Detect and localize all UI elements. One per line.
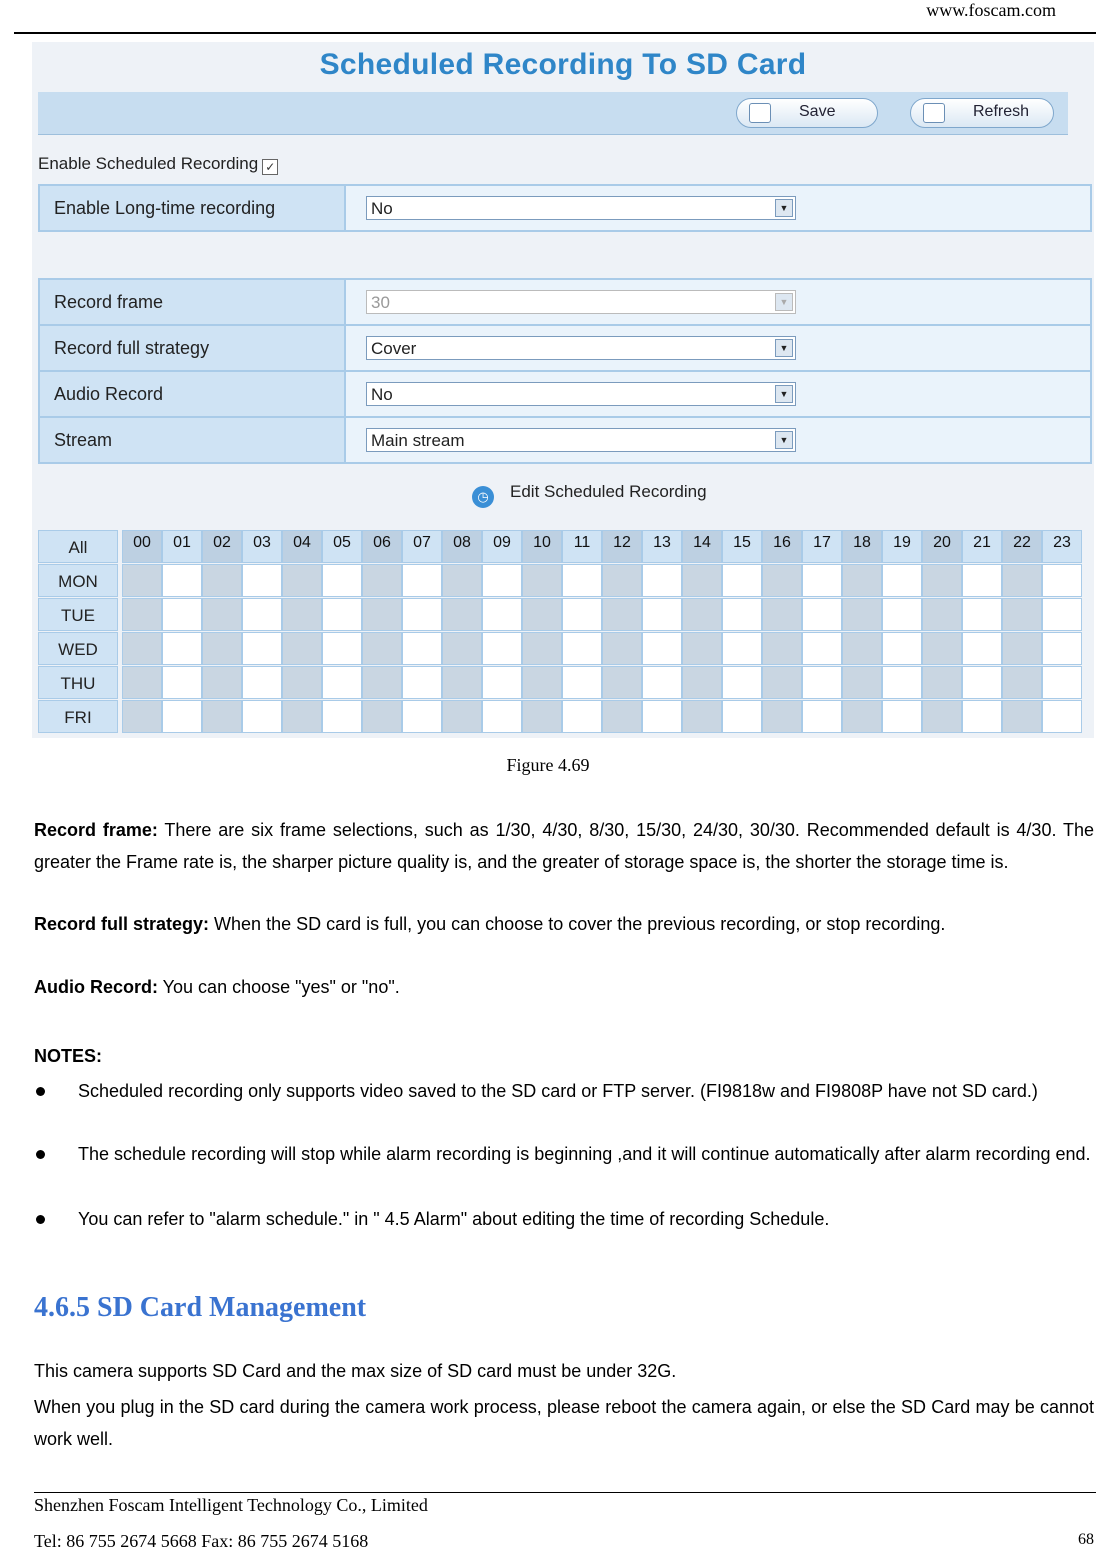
schedule-cell[interactable]	[402, 564, 442, 597]
hour-header-cell[interactable]: 12	[602, 530, 642, 563]
schedule-cell[interactable]	[562, 564, 602, 597]
schedule-cell[interactable]	[1042, 598, 1082, 631]
record-full-strategy-label: Record full strategy	[39, 325, 345, 371]
record-settings-table	[38, 278, 1092, 464]
form-row-record-frame	[39, 279, 1091, 325]
hour-header-cell[interactable]: 19	[882, 530, 922, 563]
hour-header-cell[interactable]: 18	[842, 530, 882, 563]
schedule-cell[interactable]	[602, 598, 642, 631]
hour-header-cell[interactable]: 03	[242, 530, 282, 563]
schedule-cell[interactable]	[242, 700, 282, 733]
schedule-cell[interactable]	[482, 598, 522, 631]
schedule-cell[interactable]	[802, 632, 842, 665]
schedule-cell[interactable]	[762, 598, 802, 631]
schedule-cell[interactable]	[562, 700, 602, 733]
schedule-cell[interactable]	[362, 598, 402, 631]
settings-screenshot	[32, 42, 1094, 738]
schedule-cell[interactable]	[842, 700, 882, 733]
page-title: Scheduled Recording To SD Card	[319, 48, 807, 81]
schedule-cell[interactable]	[882, 700, 922, 733]
schedule-cell[interactable]	[122, 564, 162, 597]
schedule-cell[interactable]	[202, 666, 242, 699]
schedule-cell[interactable]	[522, 666, 562, 699]
schedule-cell[interactable]	[322, 632, 362, 665]
schedule-cell[interactable]	[962, 598, 1002, 631]
hour-header-cell[interactable]: 10	[522, 530, 562, 563]
clock-icon: ◷	[472, 486, 494, 508]
notes-title: NOTES:	[34, 1046, 103, 1066]
select-value: No	[371, 199, 393, 218]
day-label-button[interactable]: WED	[38, 632, 118, 665]
schedule-cell[interactable]	[962, 666, 1002, 699]
enable-scheduled-checkbox[interactable]: ✓	[262, 159, 278, 175]
dropdown-arrow-icon: ▼	[775, 199, 793, 217]
hour-header-cell[interactable]: 14	[682, 530, 722, 563]
schedule-cell[interactable]	[1002, 666, 1042, 699]
schedule-cell[interactable]	[122, 666, 162, 699]
refresh-button[interactable]	[910, 98, 1054, 128]
schedule-cell[interactable]	[122, 700, 162, 733]
header-rule	[14, 32, 1096, 34]
long-time-label: Enable Long-time recording	[39, 185, 345, 231]
schedule-cell[interactable]	[122, 632, 162, 665]
schedule-cell[interactable]	[522, 564, 562, 597]
schedule-cell[interactable]	[522, 632, 562, 665]
schedule-cell[interactable]	[482, 632, 522, 665]
schedule-cell[interactable]	[842, 564, 882, 597]
refresh-arrow-icon	[923, 103, 945, 123]
schedule-cell[interactable]	[682, 564, 722, 597]
schedule-cell[interactable]	[1002, 632, 1042, 665]
schedule-cell[interactable]	[922, 598, 962, 631]
hour-header-cell[interactable]: 11	[562, 530, 602, 563]
hour-header-cell[interactable]: 15	[722, 530, 762, 563]
long-time-table	[38, 184, 1092, 232]
schedule-cell[interactable]	[802, 598, 842, 631]
footer-tel: Tel: 86 755 2674 5668 Fax: 86 755 2674 5168	[34, 1531, 369, 1551]
schedule-cell[interactable]	[842, 632, 882, 665]
schedule-cell[interactable]	[442, 700, 482, 733]
schedule-cell[interactable]	[522, 598, 562, 631]
schedule-cell[interactable]	[882, 666, 922, 699]
schedule-cell[interactable]	[1002, 564, 1042, 597]
schedule-cell[interactable]	[322, 666, 362, 699]
schedule-cell[interactable]	[442, 632, 482, 665]
refresh-label: Refresh	[973, 103, 1030, 120]
hour-header-cell[interactable]: 06	[362, 530, 402, 563]
schedule-cell[interactable]	[1042, 564, 1082, 597]
schedule-cell[interactable]	[202, 564, 242, 597]
hour-header-cell[interactable]: 09	[482, 530, 522, 563]
schedule-cell[interactable]	[762, 632, 802, 665]
hour-header-cell[interactable]: 05	[322, 530, 362, 563]
sd-paragraph: This camera supports SD Card and the max size of SD card must be under 32G.	[34, 1361, 677, 1381]
schedule-cell[interactable]	[282, 598, 322, 631]
schedule-cell[interactable]	[402, 598, 442, 631]
dropdown-arrow-icon: ▼	[775, 339, 793, 357]
schedule-cell[interactable]	[882, 632, 922, 665]
schedule-cell[interactable]	[1002, 700, 1042, 733]
select-value: Cover	[371, 339, 417, 358]
footer-rule	[34, 1492, 1096, 1493]
schedule-cell[interactable]	[482, 564, 522, 597]
schedule-cell[interactable]	[642, 632, 682, 665]
form-row-audio-record	[39, 371, 1091, 417]
schedule-cell[interactable]	[162, 700, 202, 733]
schedule-cell[interactable]	[602, 632, 642, 665]
save-button[interactable]	[736, 98, 878, 128]
record-frame-select	[366, 290, 796, 314]
hour-header-cell[interactable]: 13	[642, 530, 682, 563]
schedule-cell[interactable]	[762, 666, 802, 699]
schedule-cell[interactable]	[922, 632, 962, 665]
schedule-cell[interactable]	[402, 632, 442, 665]
select-value: 30	[371, 293, 390, 312]
record-full-desc: When the SD card is full, you can choose to cover the previous recording, or stop recording.	[209, 914, 946, 934]
schedule-cell[interactable]	[722, 632, 762, 665]
record-frame-desc: There are six frame selections, such as 1/30, 4/30, 8/30, 15/30, 24/30, 30/30. Recommended default is 4/30. The greater the Frame rate is, the sharper picture quality is, and the greater of storage space is, the shorter the storage time is.	[34, 820, 1094, 872]
schedule-cell[interactable]	[442, 564, 482, 597]
schedule-cell[interactable]	[242, 632, 282, 665]
schedule-cell[interactable]	[802, 666, 842, 699]
record-full-strategy-select[interactable]	[366, 336, 796, 360]
schedule-cell[interactable]	[562, 666, 602, 699]
page-number: 68	[1078, 1531, 1094, 1548]
dropdown-arrow-icon: ▼	[775, 293, 793, 311]
schedule-cell[interactable]	[1042, 700, 1082, 733]
schedule-cell[interactable]	[322, 700, 362, 733]
edit-scheduled-label: Edit Scheduled Recording	[510, 482, 707, 501]
schedule-cell[interactable]	[442, 598, 482, 631]
schedule-cell[interactable]	[482, 666, 522, 699]
stream-label: Stream	[39, 417, 345, 463]
schedule-cell[interactable]	[162, 564, 202, 597]
schedule-cell[interactable]	[562, 632, 602, 665]
day-label-button[interactable]: FRI	[38, 700, 118, 733]
record-full-paragraph	[34, 909, 1094, 941]
schedule-cell[interactable]	[242, 598, 282, 631]
record-frame-label: Record frame	[39, 279, 345, 325]
schedule-cell[interactable]	[322, 598, 362, 631]
enable-scheduled-label: Enable Scheduled Recording	[38, 154, 259, 173]
hour-header-cell[interactable]: 00	[122, 530, 162, 563]
audio-record-label: Audio Record	[39, 371, 345, 417]
hour-header-cell[interactable]: 04	[282, 530, 322, 563]
audio-record-paragraph	[34, 972, 1094, 1004]
site-url: www.foscam.com	[926, 0, 1056, 20]
schedule-cell[interactable]	[282, 632, 322, 665]
day-label-button[interactable]: TUE	[38, 598, 118, 631]
hour-header-cell[interactable]: 01	[162, 530, 202, 563]
schedule-cell[interactable]	[882, 598, 922, 631]
form-row-stream	[39, 417, 1091, 463]
form-row-record-full-strategy	[39, 325, 1091, 371]
schedule-cell[interactable]	[642, 564, 682, 597]
note-text: The schedule recording will stop while alarm recording is beginning ,and it will continue automatically after alarm recording end.	[78, 1144, 1091, 1164]
schedule-cell[interactable]	[362, 564, 402, 597]
schedule-cell[interactable]	[162, 632, 202, 665]
record-frame-paragraph	[34, 815, 1094, 878]
record-frame-term: Record frame:	[34, 820, 158, 840]
schedule-cell[interactable]	[722, 666, 762, 699]
schedule-cell[interactable]	[722, 564, 762, 597]
schedule-cell[interactable]	[282, 564, 322, 597]
schedule-cell[interactable]	[362, 666, 402, 699]
note-text: Scheduled recording only supports video saved to the SD card or FTP server. (FI9818w and FI9808P have not SD card.)	[78, 1081, 1038, 1101]
schedule-cell[interactable]	[602, 564, 642, 597]
schedule-cell[interactable]	[1002, 598, 1042, 631]
sd-paragraph: When you plug in the SD card during the camera work process, please reboot the camera again, or else the SD Card may be cannot work well.	[34, 1397, 1094, 1449]
stream-select[interactable]	[366, 428, 796, 452]
schedule-cell[interactable]	[322, 564, 362, 597]
hour-header-cell[interactable]: 22	[1002, 530, 1042, 563]
schedule-cell[interactable]	[162, 666, 202, 699]
schedule-cell[interactable]	[722, 700, 762, 733]
hour-header-cell[interactable]: 16	[762, 530, 802, 563]
audio-record-term: Audio Record:	[34, 977, 158, 997]
schedule-cell[interactable]	[602, 666, 642, 699]
schedule-cell[interactable]	[282, 666, 322, 699]
audio-record-desc: You can choose "yes" or "no".	[158, 977, 400, 997]
hour-header-cell[interactable]: 07	[402, 530, 442, 563]
bullet-dot-icon	[36, 1215, 45, 1224]
bullet-dot-icon	[36, 1150, 45, 1159]
schedule-cell[interactable]	[162, 598, 202, 631]
dropdown-arrow-icon: ▼	[775, 431, 793, 449]
schedule-cell[interactable]	[682, 598, 722, 631]
day-label-button[interactable]: THU	[38, 666, 118, 699]
schedule-cell[interactable]	[202, 700, 242, 733]
schedule-cell[interactable]	[762, 564, 802, 597]
schedule-cell[interactable]	[962, 564, 1002, 597]
save-label: Save	[799, 103, 836, 120]
note-text: You can refer to "alarm schedule." in " 4.5 Alarm" about editing the time of recording Schedule.	[78, 1209, 830, 1229]
hour-header-cell[interactable]: 02	[202, 530, 242, 563]
audio-record-select[interactable]	[366, 382, 796, 406]
schedule-cell[interactable]	[202, 632, 242, 665]
hour-header-cell[interactable]: 17	[802, 530, 842, 563]
toolbar	[38, 92, 1068, 135]
schedule-cell[interactable]	[762, 700, 802, 733]
section-heading: 4.6.5 SD Card Management	[34, 1292, 367, 1323]
hour-header-cell[interactable]: 20	[922, 530, 962, 563]
schedule-cell[interactable]	[242, 564, 282, 597]
edit-scheduled-recording-link[interactable]	[472, 482, 707, 508]
form-row-long-time	[39, 185, 1091, 231]
footer-company: Shenzhen Foscam Intelligent Technology Co., Limited	[34, 1495, 428, 1515]
schedule-cell[interactable]	[562, 598, 602, 631]
schedule-cell[interactable]	[962, 700, 1002, 733]
schedule-cell[interactable]	[1042, 666, 1082, 699]
schedule-cell[interactable]	[602, 700, 642, 733]
long-time-select[interactable]	[366, 196, 796, 220]
day-label-button[interactable]: MON	[38, 564, 118, 597]
schedule-cell[interactable]	[402, 666, 442, 699]
schedule-cell[interactable]	[522, 700, 562, 733]
schedule-cell[interactable]	[122, 598, 162, 631]
schedule-cell[interactable]	[842, 666, 882, 699]
schedule-cell[interactable]	[722, 598, 762, 631]
bullet-dot-icon	[36, 1087, 45, 1096]
schedule-cell[interactable]	[362, 632, 402, 665]
schedule-cell[interactable]	[802, 564, 842, 597]
hour-header-cell[interactable]: 23	[1042, 530, 1082, 563]
schedule-cell[interactable]	[682, 632, 722, 665]
schedule-cell[interactable]	[242, 666, 282, 699]
hour-header-cell[interactable]: 08	[442, 530, 482, 563]
schedule-cell[interactable]	[922, 700, 962, 733]
hour-header-cell[interactable]: 21	[962, 530, 1002, 563]
schedule-cell[interactable]	[282, 700, 322, 733]
schedule-cell[interactable]	[442, 666, 482, 699]
figure-caption: Figure 4.69	[506, 755, 590, 775]
record-full-term: Record full strategy:	[34, 914, 210, 934]
schedule-cell[interactable]	[682, 700, 722, 733]
select-value: Main stream	[371, 431, 465, 450]
schedule-cell[interactable]	[642, 666, 682, 699]
schedule-cell[interactable]	[642, 700, 682, 733]
schedule-cell[interactable]	[402, 700, 442, 733]
schedule-cell[interactable]	[362, 700, 402, 733]
schedule-cell[interactable]	[842, 598, 882, 631]
schedule-cell[interactable]	[922, 666, 962, 699]
schedule-cell[interactable]	[482, 700, 522, 733]
schedule-cell[interactable]	[1042, 632, 1082, 665]
select-all-button[interactable]: All	[38, 530, 118, 563]
enable-scheduled-row	[38, 154, 278, 175]
select-value: No	[371, 385, 393, 404]
schedule-cell[interactable]	[962, 632, 1002, 665]
schedule-cell[interactable]	[642, 598, 682, 631]
schedule-cell[interactable]	[802, 700, 842, 733]
floppy-disk-icon	[749, 103, 771, 123]
schedule-cell[interactable]	[682, 666, 722, 699]
schedule-cell[interactable]	[882, 564, 922, 597]
schedule-cell[interactable]	[922, 564, 962, 597]
dropdown-arrow-icon: ▼	[775, 385, 793, 403]
schedule-cell[interactable]	[202, 598, 242, 631]
